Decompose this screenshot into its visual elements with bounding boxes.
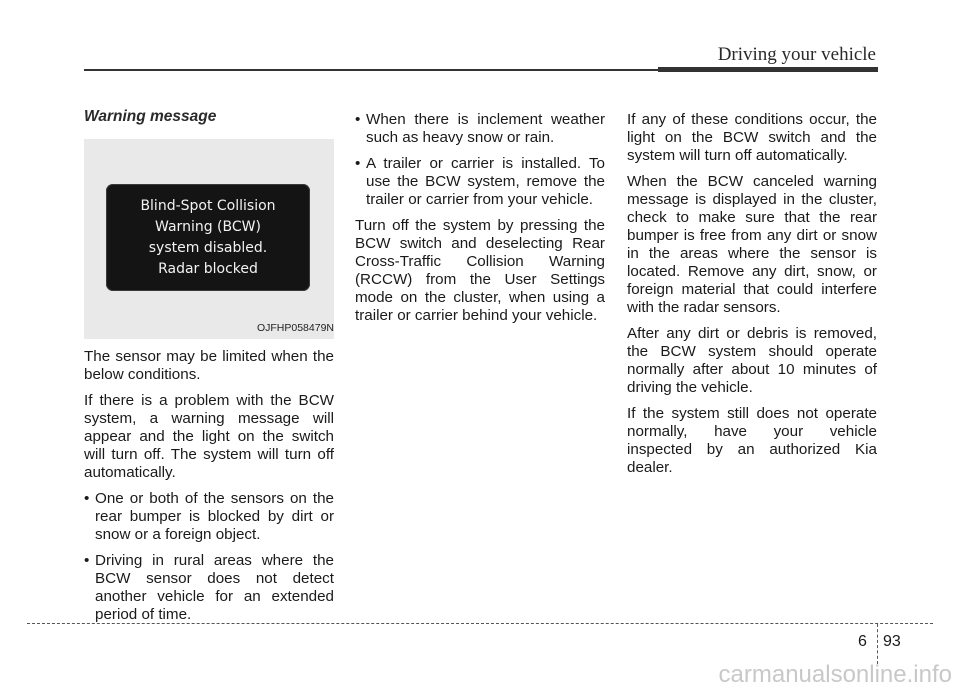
column-left <box>84 108 334 632</box>
display-line: Blind-Spot Collision <box>140 197 276 214</box>
watermark: carmanualsonline.info <box>718 661 952 688</box>
display-line: Radar blocked <box>158 260 258 277</box>
paragraph: After any dirt or debris is removed, the BCW system should operate normally after about 10 minutes of driving the vehicle. <box>627 325 877 396</box>
chapter-number: 6 <box>858 633 867 650</box>
section-heading: Warning message <box>84 108 217 125</box>
paragraph: When the BCW canceled warning message is displayed in the cluster, check to make sure that the rear bumper is free from any dirt or snow in the areas where the sensor is located. Remove any dirt, snow, or foreign material that could interfere with the radar sensors. <box>627 173 877 316</box>
paragraph: The sensor may be limited when the below conditions. <box>84 348 334 383</box>
header-rule-accent <box>658 67 878 72</box>
cluster-display <box>106 184 310 291</box>
page-number: 93 <box>883 633 901 650</box>
display-line: Warning (BCW) <box>155 218 261 235</box>
list-item: • Driving in rural areas where the BCW sensor does not detect another vehicle for an extended period of time. <box>84 552 334 624</box>
warning-figure <box>84 139 334 339</box>
column-right <box>627 111 877 485</box>
list-item: • When there is inclement weather such as heavy snow or rain. <box>355 111 605 147</box>
paragraph: If the system still does not operate normally, have your vehicle inspected by an authorized Kia dealer. <box>627 405 877 476</box>
page-header-title: Driving your vehicle <box>717 44 876 65</box>
column-middle <box>355 111 605 333</box>
condition-list <box>355 111 605 209</box>
list-item: • One or both of the sensors on the rear bumper is blocked by dirt or snow or a foreign object. <box>84 490 334 544</box>
display-line: system disabled. <box>148 239 268 256</box>
condition-list <box>84 490 334 624</box>
figure-code: OJFHP058479N <box>256 322 334 334</box>
footer-divider <box>877 624 878 664</box>
paragraph: If any of these conditions occur, the light on the BCW switch and the system will turn off automatically. <box>627 111 877 164</box>
header-rule <box>84 69 662 71</box>
paragraph: If there is a problem with the BCW system, a warning message will appear and the light on the switch will turn off. The system will turn off automatically. <box>84 392 334 481</box>
footer-rule <box>27 623 933 624</box>
paragraph: Turn off the system by pressing the BCW switch and deselecting Rear Cross-Traffic Collision Warning (RCCW) from the User Settings mode on the cluster, when using a trailer or carrier behind your vehicle. <box>355 217 605 324</box>
list-item: • A trailer or carrier is installed. To use the BCW system, remove the trailer or carrier from your vehicle. <box>355 155 605 209</box>
